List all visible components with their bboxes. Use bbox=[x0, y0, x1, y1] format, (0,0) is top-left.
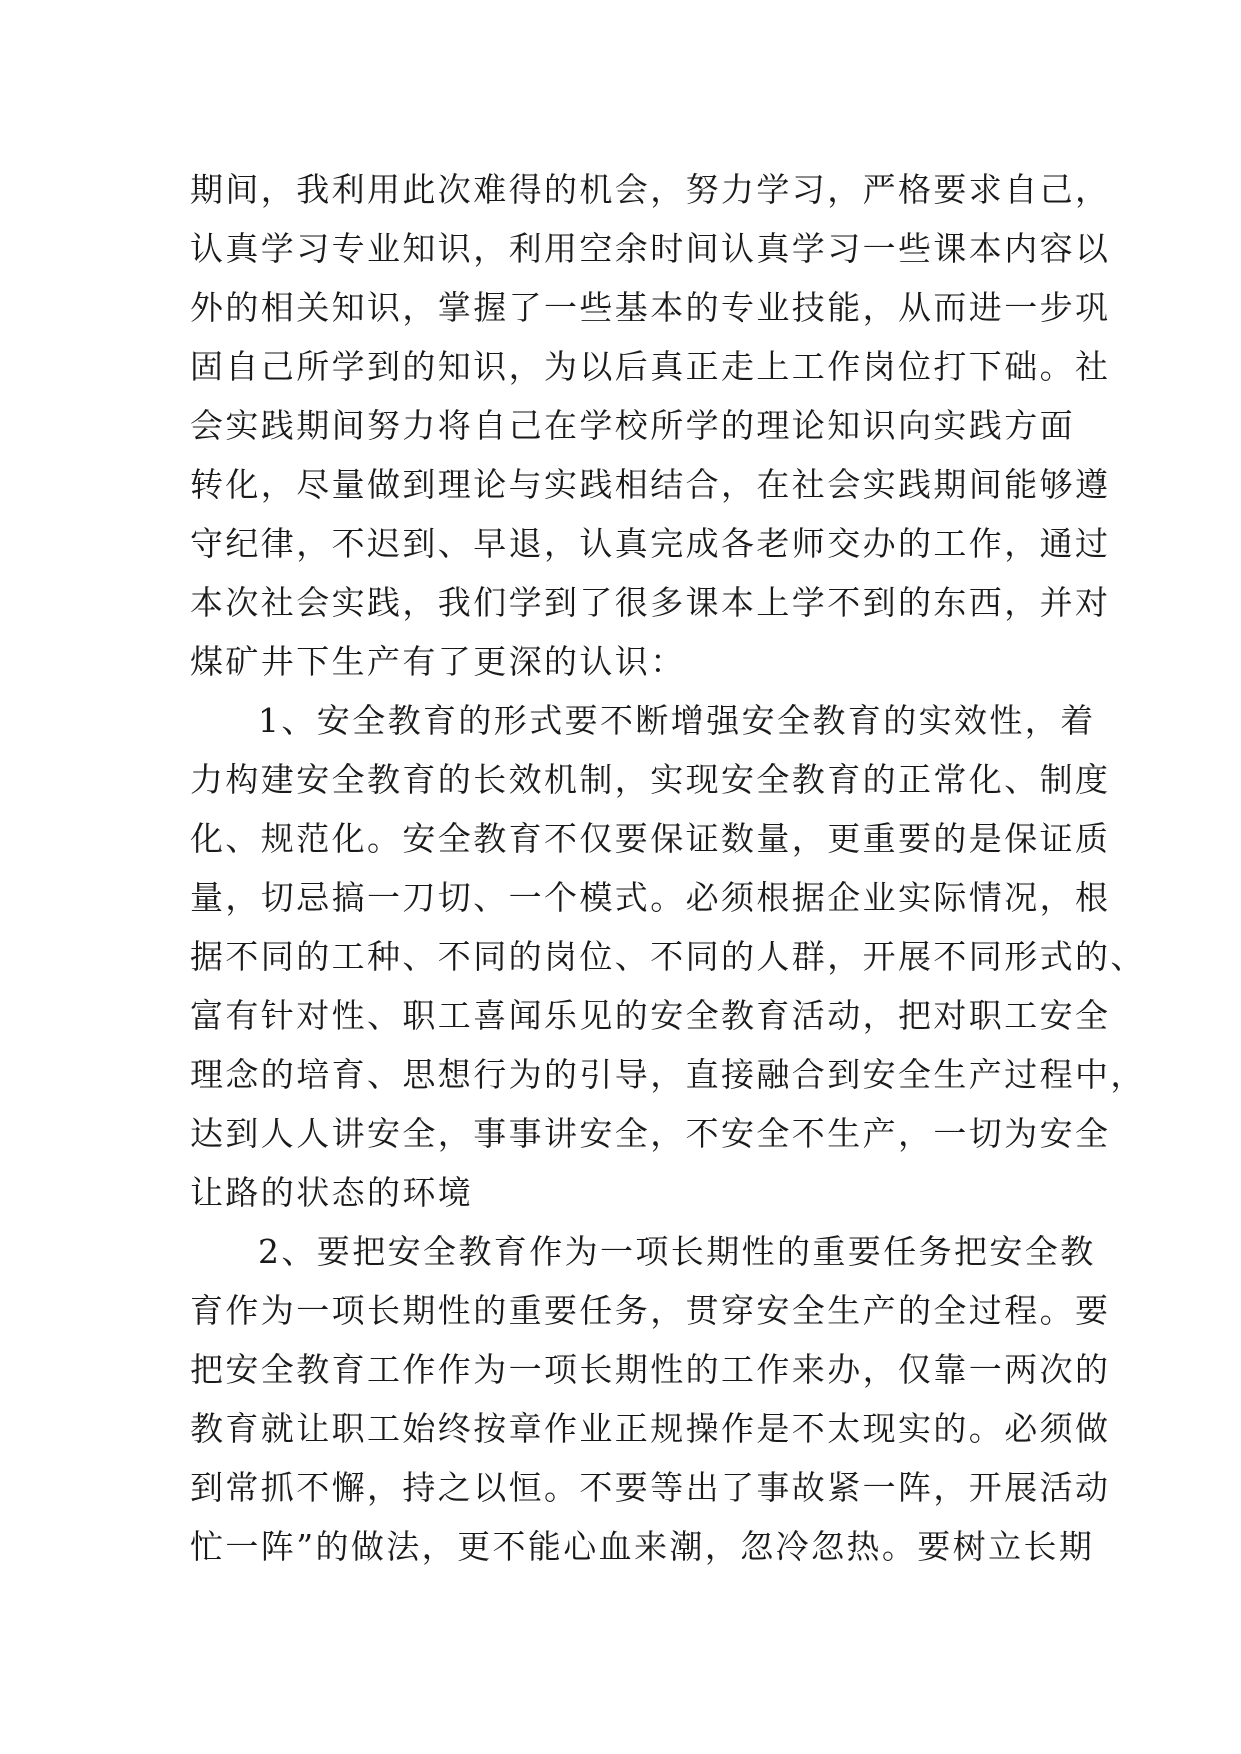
text-line: 教育就让职工始终按章作业正规操作是不太现实的。必须做 bbox=[190, 1409, 1111, 1448]
text-line: 化、规范化。安全教育不仅要保证数量，更重要的是保证质 bbox=[190, 819, 1111, 858]
text-line: 量，切忌搞一刀切、一个模式。必须根据企业实际情况，根 bbox=[190, 878, 1111, 917]
text-line: 转化，尽量做到理论与实践相结合，在社会实践期间能够遵 bbox=[190, 465, 1111, 504]
text-line: 把安全教育工作作为一项长期性的工作来办，仅靠一两次的 bbox=[190, 1350, 1111, 1389]
text-line: 固自己所学到的知识，为以后真正走上工作岗位打下础。社 bbox=[190, 347, 1111, 386]
text-line: 会实践期间努力将自己在学校所学的理论知识向实践方面 bbox=[190, 406, 1075, 445]
text-line: 期间，我利用此次难得的机会，努力学习，严格要求自己， bbox=[190, 170, 1111, 209]
paragraph-2 bbox=[190, 691, 1146, 1222]
text-line: 理念的培育、思想行为的引导，直接融合到安全生产过程中， bbox=[190, 1055, 1146, 1094]
paragraph-3 bbox=[190, 1222, 1111, 1576]
text-line: 忙一阵”的做法，更不能心血来潮，忽冷忽热。要树立长期 bbox=[190, 1527, 1095, 1566]
text-line: 2、要把安全教育作为一项长期性的重要任务把安全教 bbox=[258, 1232, 1096, 1271]
text-line: 富有针对性、职工喜闻乐见的安全教育活动，把对职工安全 bbox=[190, 996, 1111, 1035]
text-line: 力构建安全教育的长效机制，实现安全教育的正常化、制度 bbox=[190, 760, 1111, 799]
text-line: 煤矿井下生产有了更深的认识： bbox=[190, 642, 686, 681]
text-line: 达到人人讲安全，事事讲安全，不安全不生产，一切为安全 bbox=[190, 1114, 1111, 1153]
text-line: 据不同的工种、不同的岗位、不同的人群，开展不同形式的、 bbox=[190, 937, 1146, 976]
text-line: 认真学习专业知识，利用空余时间认真学习一些课本内容以 bbox=[190, 229, 1111, 268]
paragraph-1 bbox=[190, 160, 1111, 691]
text-line: 到常抓不懈，持之以恒。不要等出了事故紧一阵，开展活动 bbox=[190, 1468, 1111, 1507]
text-line: 让路的状态的环境 bbox=[190, 1173, 474, 1212]
text-line: 育作为一项长期性的重要任务，贯穿安全生产的全过程。要 bbox=[190, 1291, 1111, 1330]
text-line: 本次社会实践，我们学到了很多课本上学不到的东西，并对 bbox=[190, 583, 1111, 622]
document-body bbox=[190, 160, 1146, 1576]
text-line: 外的相关知识，掌握了一些基本的专业技能，从而进一步巩 bbox=[190, 288, 1111, 327]
text-line: 1、安全教育的形式要不断增强安全教育的实效性，着 bbox=[258, 701, 1096, 740]
text-line: 守纪律，不迟到、早退，认真完成各老师交办的工作，通过 bbox=[190, 524, 1111, 563]
